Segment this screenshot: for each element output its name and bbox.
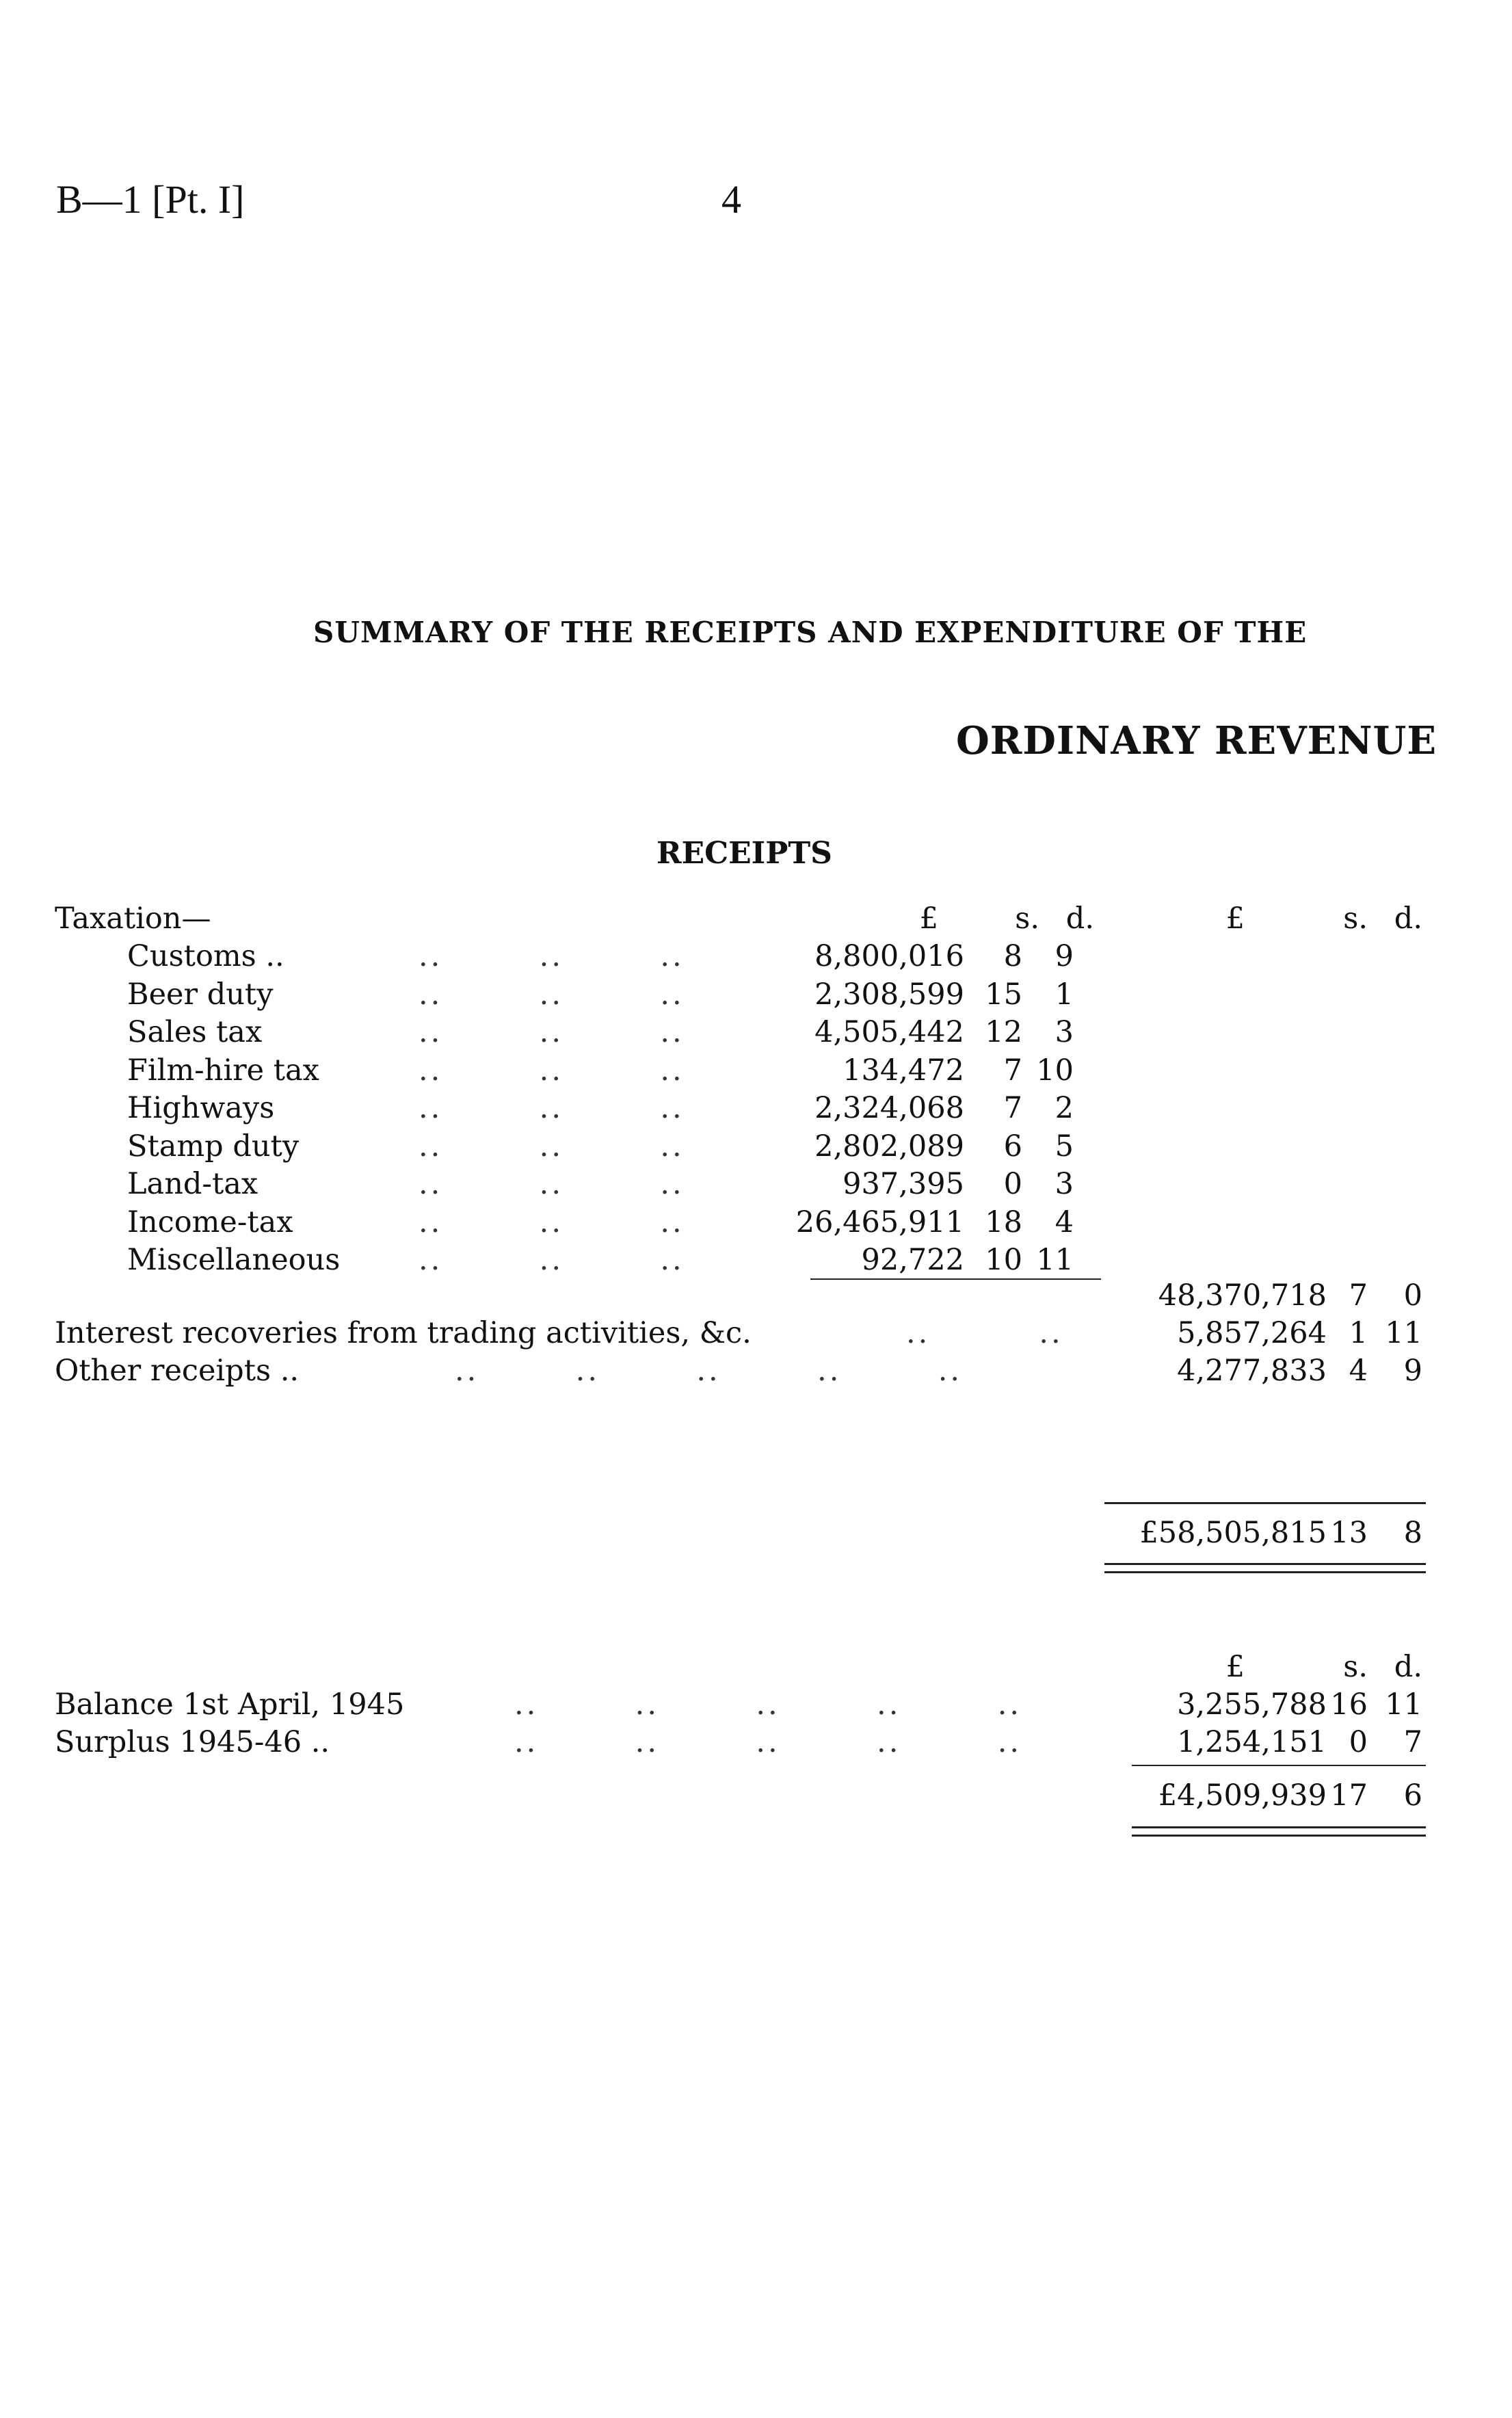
leader-dots: .. .. .. bbox=[419, 939, 685, 973]
taxation-subtotal-rule bbox=[810, 1278, 1101, 1280]
taxation-item-pence: 3 bbox=[1055, 1167, 1074, 1201]
taxation-item-pounds: 4,505,442 bbox=[814, 1015, 964, 1049]
balance-april-pence: 11 bbox=[1385, 1687, 1422, 1722]
taxation-item-pence: 9 bbox=[1055, 939, 1074, 973]
balance-total-double-rule bbox=[1132, 1826, 1426, 1837]
leader-dots: .. .. .. bbox=[419, 1015, 685, 1049]
taxation-label: Taxation— bbox=[55, 902, 211, 936]
interest-recoveries-shillings: 1 bbox=[1349, 1316, 1368, 1350]
taxation-item-pence: 2 bbox=[1055, 1091, 1074, 1125]
leader-dots: .. .. .. .. .. bbox=[514, 1687, 1022, 1722]
leader-dots: .. .. bbox=[906, 1316, 1063, 1350]
balance-april-pounds: 3,255,788 bbox=[1177, 1687, 1327, 1722]
other-receipts-pounds: 4,277,833 bbox=[1177, 1354, 1327, 1388]
taxation-item-shillings: 6 bbox=[1003, 1129, 1022, 1164]
taxation-item-label: Customs .. bbox=[127, 939, 284, 973]
leader-dots: .. .. .. bbox=[419, 1205, 685, 1239]
taxation-item-label: Land-tax bbox=[127, 1167, 258, 1201]
taxation-item-label: Beer duty bbox=[127, 977, 274, 1012]
taxation-item-shillings: 8 bbox=[1003, 939, 1022, 973]
leader-dots: .. .. .. bbox=[419, 1053, 685, 1088]
taxation-item-shillings: 10 bbox=[985, 1243, 1022, 1277]
taxation-item-shillings: 12 bbox=[985, 1015, 1022, 1049]
taxation-item-pounds: 2,308,599 bbox=[814, 977, 964, 1012]
taxation-item-shillings: 18 bbox=[985, 1205, 1022, 1239]
grand-total-rule bbox=[1104, 1502, 1426, 1504]
balance-april-label: Balance 1st April, 1945 bbox=[55, 1687, 405, 1722]
surplus-shillings: 0 bbox=[1349, 1725, 1368, 1759]
balance-total-pounds: £4,509,939 bbox=[1158, 1778, 1327, 1813]
leader-dots: .. .. .. bbox=[419, 1129, 685, 1164]
taxation-item-pence: 3 bbox=[1055, 1015, 1074, 1049]
col-header-pence-total: d. bbox=[1394, 902, 1422, 936]
taxation-item-pence: 4 bbox=[1055, 1205, 1074, 1239]
grand-total-double-rule bbox=[1104, 1563, 1426, 1573]
document-reference: B—1 [Pt. I] bbox=[56, 177, 245, 222]
col-header-pounds-total: £ bbox=[1225, 902, 1245, 936]
taxation-item-label: Sales tax bbox=[127, 1015, 263, 1049]
col-header-shillings: s. bbox=[1015, 902, 1039, 936]
surplus-pounds: 1,254,151 bbox=[1177, 1725, 1327, 1759]
leader-dots: .. .. .. .. .. bbox=[514, 1725, 1022, 1759]
taxation-item-pounds: 2,324,068 bbox=[814, 1091, 964, 1125]
taxation-item-label: Film-hire tax bbox=[127, 1053, 319, 1088]
taxation-item-pounds: 8,800,016 bbox=[814, 939, 964, 973]
grand-total-shillings: 13 bbox=[1330, 1516, 1368, 1550]
balance-col-header-pounds: £ bbox=[1225, 1650, 1245, 1684]
balance-total-rule bbox=[1132, 1765, 1426, 1766]
taxation-item-pounds: 2,802,089 bbox=[814, 1129, 964, 1164]
col-header-pounds: £ bbox=[919, 902, 938, 936]
taxation-item-label: Highways bbox=[127, 1091, 275, 1125]
taxation-item-shillings: 7 bbox=[1003, 1053, 1022, 1088]
taxation-item-shillings: 15 bbox=[985, 977, 1022, 1012]
taxation-item-pounds: 26,465,911 bbox=[795, 1205, 964, 1239]
taxation-item-pounds: 134,472 bbox=[843, 1053, 964, 1088]
receipts-heading: RECEIPTS bbox=[656, 836, 832, 871]
page-number: 4 bbox=[721, 177, 741, 222]
balance-april-shillings: 16 bbox=[1330, 1687, 1368, 1722]
ordinary-revenue-title: ORDINARY REVENUE bbox=[956, 718, 1437, 763]
taxation-item-pounds: 92,722 bbox=[861, 1243, 964, 1277]
col-header-shillings-total: s. bbox=[1343, 902, 1368, 936]
grand-total-pounds: £58,505,815 bbox=[1139, 1516, 1327, 1550]
balance-total-shillings: 17 bbox=[1330, 1778, 1368, 1813]
balance-total-pence: 6 bbox=[1403, 1778, 1422, 1813]
taxation-item-label: Stamp duty bbox=[127, 1129, 300, 1164]
summary-title: SUMMARY OF THE RECEIPTS AND EXPENDITURE OF THE bbox=[313, 616, 1308, 649]
leader-dots: .. .. .. bbox=[419, 1243, 685, 1277]
balance-col-header-pence: d. bbox=[1394, 1650, 1422, 1684]
leader-dots: .. .. .. bbox=[419, 977, 685, 1012]
col-header-pence: d. bbox=[1065, 902, 1094, 936]
taxation-item-pence: 11 bbox=[1036, 1243, 1074, 1277]
taxation-item-pence: 10 bbox=[1036, 1053, 1074, 1088]
other-receipts-pence: 9 bbox=[1403, 1354, 1422, 1388]
taxation-total-pence: 0 bbox=[1403, 1278, 1422, 1313]
other-receipts-label: Other receipts .. bbox=[55, 1354, 300, 1388]
balance-col-header-shillings: s. bbox=[1343, 1650, 1368, 1684]
taxation-item-label: Income-tax bbox=[127, 1205, 293, 1239]
taxation-item-pounds: 937,395 bbox=[843, 1167, 964, 1201]
surplus-pence: 7 bbox=[1403, 1725, 1422, 1759]
interest-recoveries-label: Interest recoveries from trading activities, &c. bbox=[55, 1316, 752, 1350]
taxation-item-label: Miscellaneous bbox=[127, 1243, 341, 1277]
taxation-total-pounds: 48,370,718 bbox=[1158, 1278, 1327, 1313]
other-receipts-shillings: 4 bbox=[1349, 1354, 1368, 1388]
taxation-item-pence: 5 bbox=[1055, 1129, 1074, 1164]
interest-recoveries-pounds: 5,857,264 bbox=[1177, 1316, 1327, 1350]
taxation-item-shillings: 0 bbox=[1003, 1167, 1022, 1201]
grand-total-pence: 8 bbox=[1403, 1516, 1422, 1550]
interest-recoveries-pence: 11 bbox=[1385, 1316, 1422, 1350]
leader-dots: .. .. .. bbox=[419, 1091, 685, 1125]
surplus-label: Surplus 1945-46 .. bbox=[55, 1725, 330, 1759]
taxation-item-shillings: 7 bbox=[1003, 1091, 1022, 1125]
leader-dots: .. .. .. .. .. bbox=[455, 1354, 963, 1388]
taxation-total-shillings: 7 bbox=[1349, 1278, 1368, 1313]
taxation-item-pence: 1 bbox=[1055, 977, 1074, 1012]
leader-dots: .. .. .. bbox=[419, 1167, 685, 1201]
